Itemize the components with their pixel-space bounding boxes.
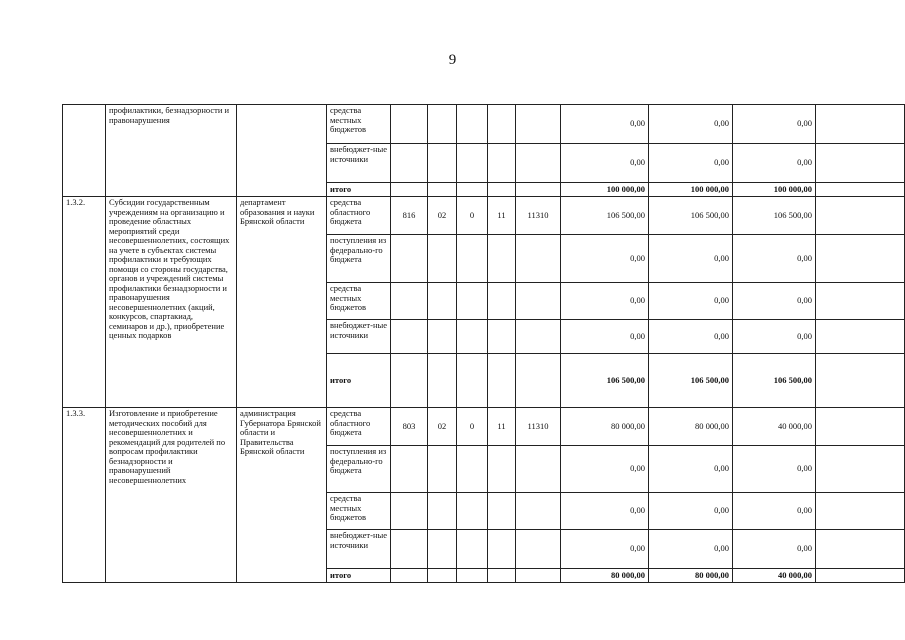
- code-cell: [516, 235, 561, 283]
- amount-cell: 0,00: [561, 105, 649, 144]
- code-cell: 11310: [516, 197, 561, 235]
- empty-cell: [816, 283, 905, 320]
- executor-cell: администрация Губернатора Брянской области и Правительства Брянской области: [237, 408, 327, 583]
- amount-cell: 106 500,00: [733, 354, 816, 408]
- code-cell: [457, 283, 488, 320]
- amount-cell: 0,00: [649, 105, 733, 144]
- code-cell: [391, 530, 428, 569]
- code-cell: [488, 530, 516, 569]
- code-cell: 0: [457, 197, 488, 235]
- code-cell: [488, 446, 516, 493]
- amount-cell: 0,00: [649, 144, 733, 183]
- amount-cell: 80 000,00: [561, 408, 649, 446]
- amount-cell: 106 500,00: [561, 354, 649, 408]
- funding-source-cell: внебюджет-ные источники: [327, 144, 391, 183]
- code-cell: [516, 569, 561, 583]
- code-cell: [428, 105, 457, 144]
- amount-cell: 80 000,00: [561, 569, 649, 583]
- amount-cell: 106 500,00: [649, 197, 733, 235]
- code-cell: [457, 144, 488, 183]
- amount-cell: 0,00: [561, 493, 649, 530]
- executor-cell: департамент образования и науки Брянской области: [237, 197, 327, 408]
- funding-source-cell: средства местных бюджетов: [327, 283, 391, 320]
- empty-cell: [816, 144, 905, 183]
- code-cell: 11310: [516, 408, 561, 446]
- empty-cell: [816, 320, 905, 354]
- code-cell: [428, 354, 457, 408]
- code-cell: [428, 320, 457, 354]
- amount-cell: 0,00: [649, 283, 733, 320]
- code-cell: 816: [391, 197, 428, 235]
- amount-cell: 0,00: [649, 320, 733, 354]
- code-cell: [457, 569, 488, 583]
- amount-cell: 0,00: [561, 235, 649, 283]
- funding-source-cell: средства местных бюджетов: [327, 105, 391, 144]
- code-cell: [516, 530, 561, 569]
- amount-cell: 100 000,00: [649, 183, 733, 197]
- amount-cell: 0,00: [649, 493, 733, 530]
- code-cell: [391, 446, 428, 493]
- code-cell: 0: [457, 408, 488, 446]
- amount-cell: 80 000,00: [649, 569, 733, 583]
- code-cell: [488, 105, 516, 144]
- code-cell: [457, 235, 488, 283]
- code-cell: [428, 569, 457, 583]
- page-number: 9: [448, 52, 457, 68]
- code-cell: [516, 354, 561, 408]
- amount-cell: 0,00: [733, 493, 816, 530]
- amount-cell: 0,00: [733, 283, 816, 320]
- amount-cell: 0,00: [733, 235, 816, 283]
- funding-source-cell: итого: [327, 569, 391, 583]
- code-cell: [428, 144, 457, 183]
- code-cell: [457, 105, 488, 144]
- funding-source-cell: внебюджет-ные источники: [327, 530, 391, 569]
- code-cell: [428, 183, 457, 197]
- code-cell: [516, 493, 561, 530]
- amount-cell: 0,00: [561, 283, 649, 320]
- amount-cell: 0,00: [733, 105, 816, 144]
- amount-cell: 0,00: [561, 446, 649, 493]
- amount-cell: 0,00: [733, 144, 816, 183]
- executor-cell: [237, 105, 327, 197]
- funding-source-cell: внебюджет-ные источники: [327, 320, 391, 354]
- code-cell: [516, 320, 561, 354]
- amount-cell: 106 500,00: [649, 354, 733, 408]
- item-number-cell: [63, 105, 106, 197]
- funding-source-cell: средства областного бюджета: [327, 408, 391, 446]
- code-cell: [457, 530, 488, 569]
- code-cell: [391, 235, 428, 283]
- code-cell: [488, 144, 516, 183]
- code-cell: [516, 105, 561, 144]
- code-cell: [488, 354, 516, 408]
- amount-cell: 40 000,00: [733, 408, 816, 446]
- item-number-cell: 1.3.2.: [63, 197, 106, 408]
- code-cell: [488, 493, 516, 530]
- code-cell: [488, 183, 516, 197]
- code-cell: [488, 235, 516, 283]
- code-cell: 11: [488, 408, 516, 446]
- code-cell: 11: [488, 197, 516, 235]
- empty-cell: [816, 493, 905, 530]
- code-cell: [488, 283, 516, 320]
- amount-cell: 0,00: [649, 530, 733, 569]
- measure-name-cell: Изготовление и приобретение методических пособий для несовершеннолетних и рекомендаций для родителей по вопросам профилактики безнадзорности и правонарушений несовершеннолетних: [106, 408, 237, 583]
- code-cell: [391, 354, 428, 408]
- code-cell: [391, 183, 428, 197]
- funding-source-cell: итого: [327, 354, 391, 408]
- code-cell: [428, 530, 457, 569]
- empty-cell: [816, 530, 905, 569]
- empty-cell: [816, 105, 905, 144]
- code-cell: 803: [391, 408, 428, 446]
- amount-cell: 100 000,00: [561, 183, 649, 197]
- code-cell: [457, 354, 488, 408]
- code-cell: [391, 105, 428, 144]
- table-row: [63, 408, 905, 446]
- empty-cell: [816, 183, 905, 197]
- empty-cell: [816, 197, 905, 235]
- item-number-cell: 1.3.3.: [63, 408, 106, 583]
- code-cell: [391, 144, 428, 183]
- code-cell: [516, 144, 561, 183]
- code-cell: [457, 493, 488, 530]
- empty-cell: [816, 569, 905, 583]
- amount-cell: 0,00: [561, 530, 649, 569]
- code-cell: [428, 283, 457, 320]
- amount-cell: 0,00: [561, 144, 649, 183]
- code-cell: [391, 493, 428, 530]
- funding-source-cell: средства областного бюджета: [327, 197, 391, 235]
- amount-cell: 0,00: [733, 320, 816, 354]
- code-cell: [391, 283, 428, 320]
- funding-source-cell: итого: [327, 183, 391, 197]
- code-cell: [428, 235, 457, 283]
- table-row: [63, 105, 905, 144]
- empty-cell: [816, 446, 905, 493]
- budget-table: [62, 104, 905, 583]
- empty-cell: [816, 354, 905, 408]
- code-cell: [488, 320, 516, 354]
- code-cell: [488, 569, 516, 583]
- amount-cell: 106 500,00: [561, 197, 649, 235]
- code-cell: 02: [428, 197, 457, 235]
- code-cell: [391, 320, 428, 354]
- amount-cell: 100 000,00: [733, 183, 816, 197]
- code-cell: [428, 446, 457, 493]
- funding-source-cell: поступления из федерально-го бюджета: [327, 446, 391, 493]
- amount-cell: 0,00: [561, 320, 649, 354]
- amount-cell: 0,00: [649, 235, 733, 283]
- measure-name-cell: профилактики, безнадзорности и правонарушения: [106, 105, 237, 197]
- amount-cell: 0,00: [649, 446, 733, 493]
- table-row: [63, 197, 905, 235]
- funding-source-cell: поступления из федерально-го бюджета: [327, 235, 391, 283]
- code-cell: [457, 183, 488, 197]
- amount-cell: 80 000,00: [649, 408, 733, 446]
- amount-cell: 0,00: [733, 530, 816, 569]
- amount-cell: 40 000,00: [733, 569, 816, 583]
- code-cell: [457, 446, 488, 493]
- empty-cell: [816, 235, 905, 283]
- code-cell: [428, 493, 457, 530]
- code-cell: [457, 320, 488, 354]
- code-cell: [516, 446, 561, 493]
- code-cell: 02: [428, 408, 457, 446]
- empty-cell: [816, 408, 905, 446]
- code-cell: [516, 283, 561, 320]
- code-cell: [516, 183, 561, 197]
- amount-cell: 0,00: [733, 446, 816, 493]
- funding-source-cell: средства местных бюджетов: [327, 493, 391, 530]
- amount-cell: 106 500,00: [733, 197, 816, 235]
- measure-name-cell: Субсидии государственным учреждениям на организацию и проведение областных мероприятий среди несовершеннолетних, состоящих на учете в субъектах системы профилактики и требующих помощи со стороны государства, органов и учреждений системы профилактики безнадзорности и правонарушения несовершеннолетних (акций, конкурсов, спартакиад, семинаров и др.), приобретение ценных подарков: [106, 197, 237, 408]
- code-cell: [391, 569, 428, 583]
